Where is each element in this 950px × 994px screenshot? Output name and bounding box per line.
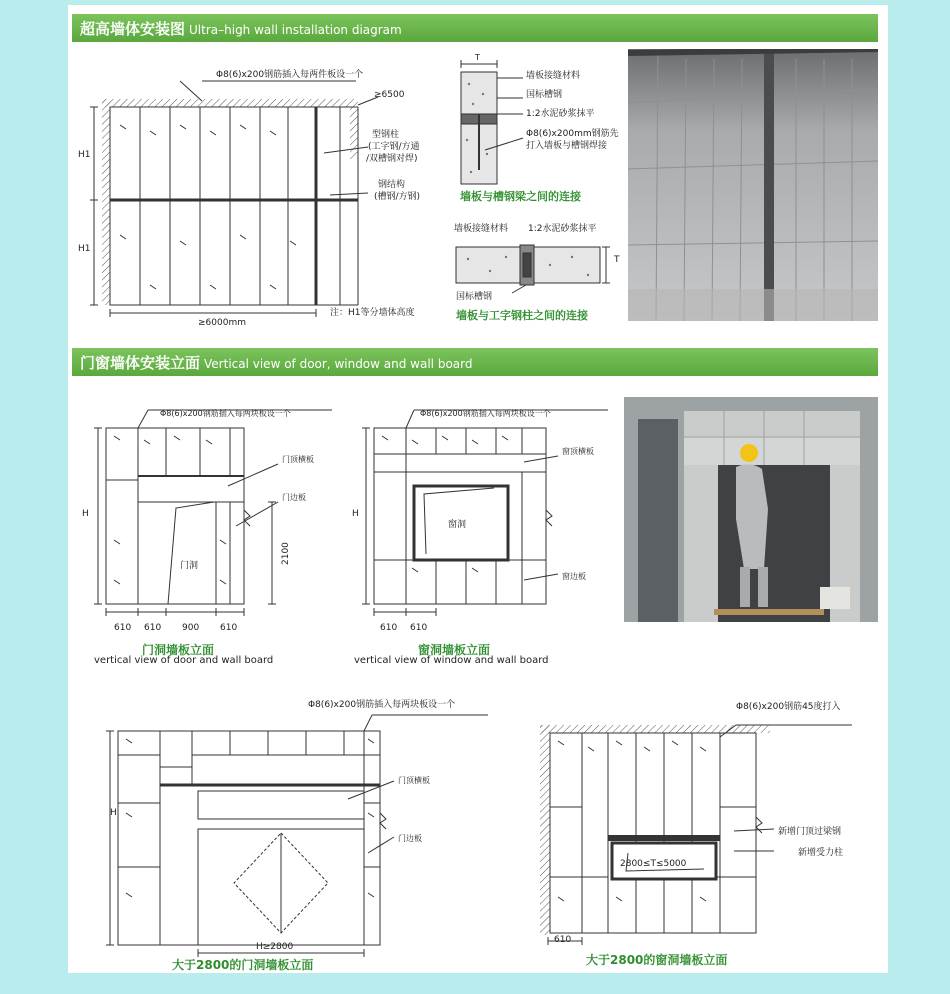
window-dim-2: 610 (410, 623, 428, 633)
document-sheet (68, 5, 888, 973)
column-label-3: 国标槽钢 (456, 292, 493, 302)
large-door-rebar-note: Φ8(6)x200钢筋插入每两块板设一个 (308, 700, 456, 710)
column-t-label: T (614, 255, 620, 265)
t-label-beam: T (475, 53, 480, 62)
beam-joint-labels (526, 67, 619, 152)
door-caption-en: vertical view of door and wall board (94, 655, 274, 666)
section-header-door-window (72, 348, 878, 376)
section-header-ultra-high-wall (72, 14, 878, 42)
large-door-side-panel-label: 门边板 (398, 834, 422, 843)
window-hole-label: 窗洞 (448, 520, 467, 530)
rebar-note: Φ8(6)x200钢筋插入每两件板设一个 (216, 70, 364, 80)
section2-title-zh: 门窗墙体安装立面 (80, 354, 201, 372)
width-dimension: ≥6000mm (198, 318, 246, 325)
column-label-1: 型钢柱 (372, 130, 400, 140)
hatched-wall-right (350, 99, 358, 159)
door-rebar-note: Φ8(6)x200钢筋插入每两块板设一个 (160, 409, 291, 418)
door-dim-4: 610 (220, 623, 238, 633)
large-window-dim: 610 (554, 935, 572, 945)
wall-panels (110, 107, 358, 305)
window-top-panel-label: 窗顶横板 (562, 447, 594, 456)
h1-label-bottom: H1 (78, 244, 91, 254)
door-top-panel-label: 门顶横板 (282, 455, 314, 464)
beam-label-2: 国标槽钢 (526, 90, 563, 100)
tall-wall-photo (628, 49, 878, 321)
door-dim-3: 900 (182, 623, 200, 633)
column-label-2: (工字钢/方通 (368, 142, 420, 152)
large-door-h-label: H (110, 808, 117, 818)
beam-label-4b: 打入墙板与槽钢焊接 (526, 141, 608, 151)
section-title-en: Ultra–high wall installation diagram (189, 23, 402, 37)
door-h-label: H (82, 509, 89, 519)
column-label-3: /双槽钢对焊) (366, 154, 418, 164)
tall-wall-diagram (68, 45, 448, 325)
door-caption-zh: 门洞墙板立面 (142, 643, 215, 657)
beam-joint-caption: 墙板与槽钢梁之间的连接 (460, 190, 581, 203)
column-joint-caption: 墙板与工字钢柱之间的连接 (456, 309, 588, 322)
h1-note: 注：H1等分墙体高度 (330, 308, 415, 318)
large-window-column-label: 新增受力柱 (798, 848, 844, 858)
column-label-1: 墙板接缝材料 (454, 224, 509, 234)
doorway-worker-photo (624, 397, 878, 622)
column-joint-detail (454, 235, 614, 295)
large-window-beam-label: 新增门顶过梁钢 (778, 827, 842, 837)
window-dim-1: 610 (380, 623, 398, 633)
door-hole-label: 门洞 (180, 561, 199, 571)
window-h-label: H (352, 509, 359, 519)
large-window-span: 2800≤T≤5000 (620, 859, 687, 869)
hatched-ceiling (102, 99, 350, 107)
h1-label-top: H1 (78, 150, 91, 160)
hatched-wall-left (102, 99, 110, 305)
section2-title-en: Vertical view of door, window and wall board (204, 357, 473, 371)
window-rebar-note: Φ8(6)x200钢筋插入每两块板设一个 (420, 409, 551, 418)
door-side-panel-label: 门边板 (282, 493, 306, 502)
large-door-top-panel-label: 门顶横板 (398, 776, 430, 785)
height-note: ≥6500 (374, 90, 405, 100)
section-title-zh: 超高墙体安装图 (80, 20, 186, 38)
column-label-2: 1:2水泥砂浆抹平 (528, 224, 597, 234)
beam-label-3: 1:2水泥砂浆抹平 (526, 109, 595, 119)
large-door-elevation-diagram (88, 693, 488, 963)
window-caption-zh: 窗洞墙板立面 (418, 643, 491, 657)
steel-label-2: (槽钢/方钢) (374, 192, 421, 202)
door-elevation-diagram (68, 390, 348, 640)
window-elevation-diagram (344, 390, 624, 640)
door-dim-2: 610 (144, 623, 162, 633)
large-window-rebar-note: Φ8(6)x200钢筋45度打入 (736, 702, 841, 712)
window-caption-en: vertical view of window and wall board (354, 655, 549, 666)
beam-label-1: 墙板接缝材料 (526, 71, 581, 81)
large-door-width-dim: H≥2800 (256, 942, 294, 952)
door-dim-1: 610 (114, 623, 132, 633)
door-height-dim: 2100 (281, 542, 291, 565)
large-door-caption: 大于2800的门洞墙板立面 (172, 958, 314, 972)
beam-label-4a: Φ8(6)x200mm钢筋先 (526, 129, 619, 139)
window-side-panel-label: 窗边板 (562, 572, 586, 581)
steel-label-1: 钢结构 (378, 180, 406, 190)
large-window-caption: 大于2800的窗洞墙板立面 (586, 953, 728, 967)
